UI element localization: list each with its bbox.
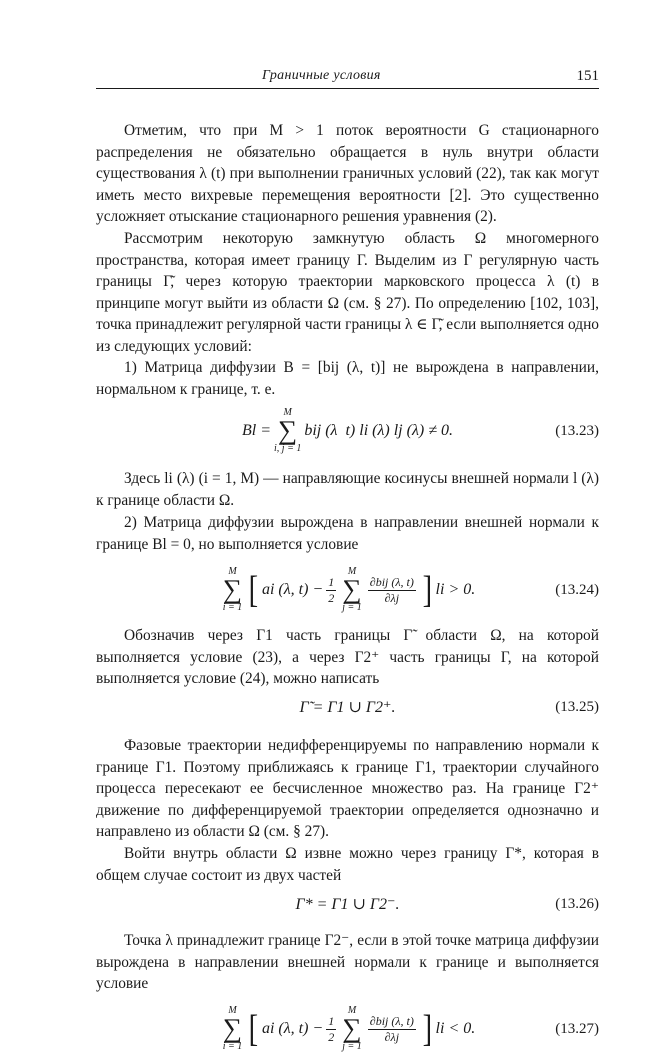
eq2-derivative-denominator: ∂λj	[384, 590, 400, 605]
eq1-sum-upper: M	[283, 407, 292, 419]
paragraph-direction-cosines: Здесь li (λ) (i = 1, M) — направляющие косинусы внешней нормали l (λ) к границе области Ω.	[96, 470, 599, 509]
eq5-half	[326, 1015, 336, 1043]
eq5-sum-upper: M	[228, 1005, 237, 1017]
eq5-tail: li < 0.	[435, 1020, 476, 1037]
eq2-derivative	[368, 576, 416, 604]
equation-13-24	[96, 555, 599, 625]
page-header	[96, 66, 599, 88]
eq2-inner-sum	[342, 567, 362, 613]
sigma-symbol: ∑	[342, 1013, 362, 1044]
paragraph-phase-trajectories: Фазовые траектории недифференцируемы по направлению нормали к границе Γ1. Поэтому приближаясь к границе Γ1, траектории случайного процесса пересекают ее бесчисленное множество раз. На границе Γ2⁺ движение по дифференцируемой траектории определяется однозначно и направлено из области Ω (см. § 27).	[96, 737, 599, 840]
right-bracket: ]	[422, 1008, 432, 1050]
eq5-half-numerator: 1	[328, 1013, 335, 1028]
paragraph-degenerate-point: Точка λ принадлежит границе Γ2⁻, если в этой точке матрица диффузии вырождена в направлении внешней нормали к границе и выполняется условие	[96, 932, 599, 992]
equation-13-27	[96, 994, 599, 1064]
eq2-half-denominator: 2	[328, 590, 335, 605]
left-bracket: [	[248, 569, 259, 611]
eq3-body: Γ̃ = Γ1 ∪ Γ2⁺.	[299, 699, 396, 716]
eq2-half	[326, 576, 336, 604]
eq1-lhs: Bl =	[242, 422, 272, 439]
equation-13-26	[96, 886, 599, 922]
equation-number: ( 13.24 )	[555, 582, 599, 599]
eq2-term: ai (λ, t) −	[261, 581, 324, 598]
paragraph-condition-2: 2) Матрица диффузии вырождена в направлении внешней нормали к границе Bl = 0, но выполняется условие	[96, 514, 599, 553]
sigma-symbol: ∑	[278, 415, 298, 446]
header-rule	[96, 88, 599, 89]
paragraph-regular-boundary: Рассмотрим некоторую замкнутую область Ω многомерного пространства, которая имеет границу Γ. Выделим из Γ регулярную часть границы Γ̃, через которую траектории марковского процесса λ (t) в принципе могут выйти из области Ω (см. § 27). По определению [102, 103], точка принадлежит регулярной части границы λ ∈ Γ̃, если выполняется одно из следующих условий:	[96, 230, 599, 355]
eq5-inner-sum-lower: j = 1	[342, 1040, 362, 1052]
sigma-symbol: ∑	[222, 574, 243, 605]
equation-number: ( 13.26 )	[555, 896, 599, 913]
eq5-inner-sum	[342, 1006, 362, 1052]
equation-number: ( 13.25 )	[555, 699, 599, 716]
eq1-body: bij (λ t) li (λ) lj (λ) ≠ 0.	[304, 422, 453, 439]
eq1-sum-lower: i, j = 1	[274, 442, 302, 454]
paragraph-boundary-notation: Обозначив через Γ1 часть границы Γ̃ области Ω, на которой выполняется условие (23), а через Γ2⁺ часть границы Γ, на которой выполняется условие (24), можно написать	[96, 627, 599, 687]
eq4-body: Γ* = Γ1 ∪ Γ2⁻.	[295, 896, 400, 913]
eq2-sum-lower: i = 1	[222, 601, 243, 613]
paragraph-stationary-flow: Отметим, что при M > 1 поток вероятности G стационарного распределения не обязательно обращается в нуль внутри области существования λ (t) при выполнении граничных условий (22), так как могут иметь место вихревые перемещения вероятности [2]. Это существенно усложняет отыскание стационарного решения уравнения (2).	[96, 122, 599, 225]
page-number: 151	[576, 68, 599, 84]
sigma-symbol: ∑	[222, 1013, 243, 1044]
eq5-half-denominator: 2	[328, 1029, 335, 1044]
eq2-inner-sum-lower: j = 1	[342, 601, 362, 613]
equation-13-23	[96, 400, 599, 462]
eq5-derivative-numerator: ∂bij (λ, t)	[369, 1013, 414, 1028]
left-bracket: [	[248, 1008, 259, 1050]
equation-number: ( 13.27 )	[555, 1021, 599, 1038]
eq2-sum	[223, 567, 243, 613]
eq5-derivative	[368, 1015, 416, 1043]
eq5-sum	[223, 1006, 243, 1052]
equation-13-25	[96, 689, 599, 725]
eq2-derivative-numerator: ∂bij (λ, t)	[369, 574, 414, 589]
eq2-tail: li > 0.	[435, 581, 476, 598]
eq5-derivative-denominator: ∂λj	[384, 1029, 400, 1044]
page-body	[96, 120, 599, 1064]
right-bracket: ]	[422, 569, 432, 611]
eq5-inner-sum-upper: M	[347, 1005, 357, 1017]
eq1-sum	[274, 408, 301, 454]
sigma-symbol: ∑	[342, 574, 362, 605]
paragraph-entry-boundary: Войти внутрь области Ω извне можно через границу Γ*, которая в общем случае состоит из двух частей	[96, 845, 599, 884]
eq2-half-numerator: 1	[328, 574, 335, 589]
eq2-inner-sum-upper: M	[347, 566, 357, 578]
eq5-sum-lower: i = 1	[222, 1040, 243, 1052]
running-title: Граничные условия	[262, 68, 381, 83]
eq5-term: ai (λ, t) −	[261, 1020, 324, 1037]
eq2-sum-upper: M	[228, 566, 237, 578]
equation-number: ( 13.23 )	[555, 423, 599, 440]
paragraph-condition-1: 1) Матрица диффузии B = [bij (λ, t)] не вырождена в направлении, нормальном к границе, т. е.	[96, 359, 599, 398]
